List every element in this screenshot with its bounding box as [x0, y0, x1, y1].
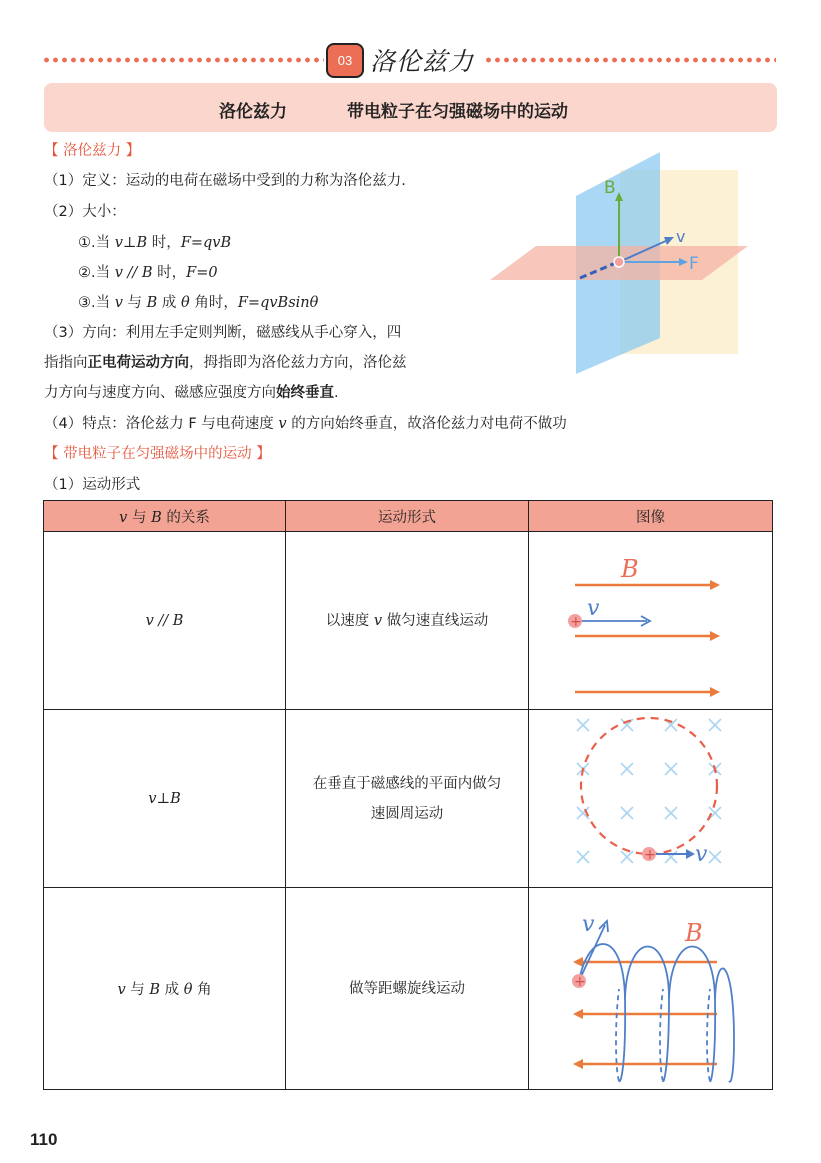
row1-form-b: 做匀速直线运动 — [382, 612, 489, 629]
row3-cheng: 成 — [160, 982, 184, 998]
case1-num: ①.当 — [78, 235, 115, 251]
charge-plus: + — [573, 973, 586, 990]
case3-with: 与 — [122, 295, 147, 311]
field-cross — [577, 851, 589, 863]
field-arrow-3 — [710, 687, 720, 697]
topic-banner — [44, 83, 777, 132]
field-cross — [665, 807, 677, 819]
row1-form — [286, 532, 529, 710]
field-cross — [621, 763, 633, 775]
charge-plus: + — [569, 613, 582, 630]
case3-b: B — [146, 295, 158, 311]
case3-angle: 角时， — [189, 295, 238, 311]
case1-formula: F=qvB — [180, 235, 232, 251]
direction-line-1: （3）方向：利用左手定则判断，磁感线从手心穿入，四 — [44, 325, 402, 341]
charge-plus: + — [643, 846, 656, 863]
row2-form-line2: 速圆周运动 — [370, 805, 444, 822]
case3-cheng: 成 — [157, 295, 182, 311]
case3-num: ③.当 — [78, 295, 115, 311]
col1-v: v — [119, 509, 128, 526]
row3-end: 角 — [192, 982, 212, 998]
charge-dot — [614, 257, 624, 267]
field-arrow-1 — [710, 580, 720, 590]
row3-mid: 与 — [125, 982, 150, 998]
lorentz-heading: 【 洛伦兹力 】 — [44, 143, 141, 159]
size-label: （2）大小： — [44, 204, 126, 220]
table-row — [44, 710, 773, 888]
banner-right-title: 带电粒子在匀强磁场中的运动 — [347, 102, 568, 122]
parallel-motion-figure — [529, 533, 772, 709]
banner-left-title: 洛伦兹力 — [219, 102, 287, 122]
case3-formula: F=qvBsinθ — [237, 295, 319, 311]
section-title: 洛伦兹力 — [370, 47, 475, 76]
dir3-bold: 始终垂直 — [276, 385, 334, 401]
feature-v: v — [278, 416, 287, 432]
circular-motion-figure — [529, 711, 772, 887]
direction-line-2 — [44, 353, 407, 373]
field-cross — [621, 807, 633, 819]
fig3-v-label: v — [581, 911, 595, 937]
velocity-arrowhead — [686, 849, 695, 859]
field-cross — [709, 719, 721, 731]
row3-v: v — [117, 982, 126, 998]
label-B: B — [604, 178, 616, 198]
row2-relation: v⊥B — [44, 710, 286, 888]
case2-formula: F=0 — [186, 265, 218, 281]
direction-line-3 — [44, 383, 339, 403]
field-cross — [709, 851, 721, 863]
dir2-c: ，拇指即为洛伦兹力方向，洛伦兹 — [189, 355, 407, 371]
motion-heading: 【 带电粒子在匀强磁场中的运动 】 — [44, 446, 271, 462]
dir3-a: 力方向与速度方向、磁感应强度方向 — [44, 385, 276, 401]
label-v: v — [676, 227, 686, 246]
circular-path — [581, 718, 717, 854]
motion-table — [43, 500, 773, 1090]
size-case-2 — [78, 263, 218, 283]
definition-label: （1）定义： — [44, 173, 126, 189]
field-cross — [577, 719, 589, 731]
motion-subheading: （1）运动形式 — [44, 477, 141, 493]
case3-theta: θ — [181, 295, 190, 311]
row3-form: 做等距螺旋线运动 — [286, 888, 529, 1090]
row2-image — [528, 710, 772, 888]
row1-image — [528, 532, 772, 710]
label-F: F — [689, 254, 699, 274]
row3-b: B — [149, 982, 161, 998]
page-number: 110 — [30, 1130, 58, 1149]
case1-mid: 时， — [147, 235, 181, 251]
lorentz-3d-figure — [490, 148, 750, 376]
dir2-a: 指指向 — [44, 355, 88, 371]
row1-form-a: 以速度 — [325, 612, 374, 629]
feature-line — [44, 414, 567, 434]
feature-a: （4）特点：洛伦兹力 F 与电荷速度 — [44, 416, 279, 432]
col-motion-form: 运动形式 — [286, 501, 529, 532]
field-cross — [665, 851, 677, 863]
col-relation — [44, 501, 286, 532]
helical-motion-figure — [529, 889, 772, 1089]
table-row — [44, 888, 773, 1090]
fig2-v-label: v — [694, 841, 708, 867]
table-row — [44, 532, 773, 710]
case3-v: v — [114, 295, 123, 311]
row2-form-line1: 在垂直于磁感线的平面内做匀 — [312, 775, 502, 792]
definition-text: 运动的电荷在磁场中受到的力称为洛伦兹力. — [125, 173, 406, 189]
row1-form-v: v — [373, 612, 383, 629]
fig1-v-label: v — [586, 595, 600, 621]
col1-rest: 的关系 — [161, 509, 210, 526]
definition-line — [44, 171, 406, 191]
field-arrow-2 — [573, 1009, 583, 1019]
case2-mid: 时， — [152, 265, 187, 281]
row3-image — [528, 888, 772, 1090]
section-number: 03 — [337, 53, 353, 68]
case1-condition: v⊥B — [114, 235, 148, 251]
header-dotted-rule-right — [484, 57, 776, 63]
field-arrow-3 — [573, 1059, 583, 1069]
dir3-c: . — [334, 385, 339, 401]
fig1-B-label: B — [620, 554, 639, 583]
case2-num: ②.当 — [78, 265, 115, 281]
row1-relation: v // B — [44, 532, 286, 710]
size-case-1 — [78, 233, 231, 253]
col1-b: B — [151, 509, 162, 526]
field-cross — [621, 851, 633, 863]
fig3-B-label: B — [684, 918, 703, 947]
field-arrow-1 — [573, 957, 583, 967]
field-cross — [665, 763, 677, 775]
row3-relation — [44, 888, 286, 1090]
dir2-bold: 正电荷运动方向 — [87, 355, 189, 371]
feature-b: 的方向始终垂直，故洛伦兹力对电荷不做功 — [286, 416, 567, 432]
size-case-3 — [78, 293, 318, 313]
row3-theta: θ — [183, 982, 193, 998]
field-arrow-2 — [710, 631, 720, 641]
col1-mid: 与 — [127, 509, 152, 526]
row2-form — [286, 710, 529, 888]
section-number-badge — [326, 43, 364, 78]
table-header-row — [44, 501, 773, 532]
col-image: 图像 — [528, 501, 772, 532]
header-dotted-rule-left — [42, 57, 324, 63]
case2-condition: v // B — [114, 265, 153, 281]
